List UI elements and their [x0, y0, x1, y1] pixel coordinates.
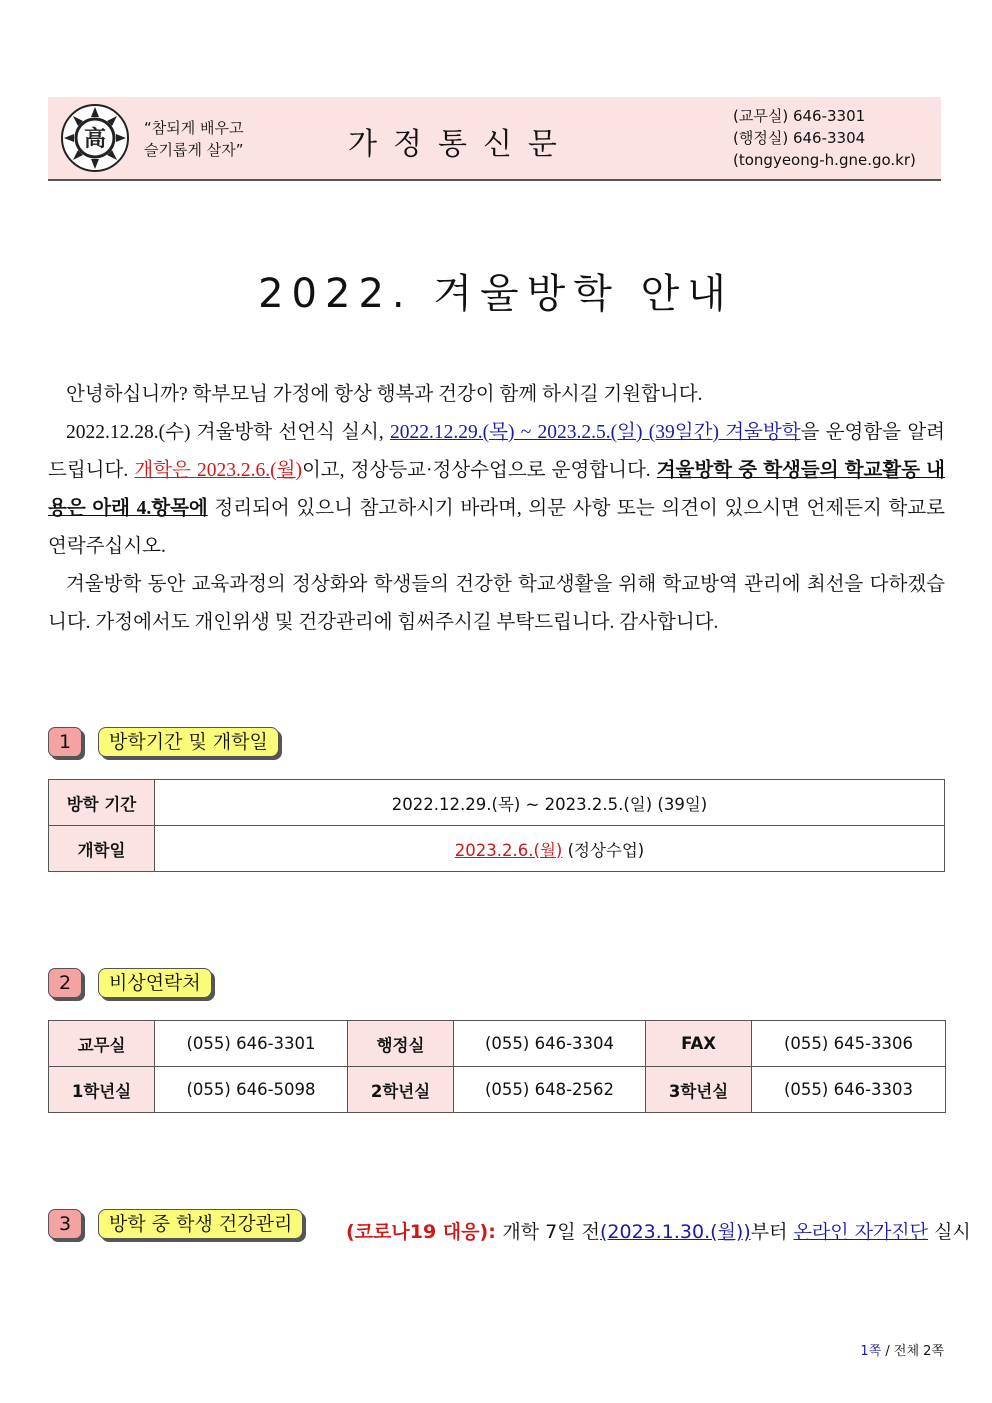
- contact-label: 교무실: [49, 1021, 155, 1067]
- motto-line-2: 슬기롭게 살자”: [144, 141, 244, 159]
- section-number-badge: 1: [48, 727, 82, 757]
- intro-p2-text-c: 을 운영함을 알려드립니다.: [48, 422, 945, 481]
- intro-p2-text-g: 정리되어 있으니 참고하시기 바라며, 의문 사항 또는 의견이 있으시면 언제든지 학교로 연락주십시오.: [48, 498, 946, 557]
- table-label: 개학일: [49, 826, 155, 872]
- emergency-contacts-table: [48, 1020, 946, 1113]
- contact-label: FAX: [646, 1021, 752, 1067]
- table-row: [49, 1021, 946, 1067]
- contact-label: 3학년실: [646, 1067, 752, 1113]
- contact-phone: (055) 646-3303: [752, 1067, 946, 1113]
- online-self-check: 온라인 자가진단: [793, 1221, 929, 1243]
- section-number-badge: 3: [48, 1209, 82, 1239]
- intro-paragraph-3: 겨울방학 동안 교육과정의 정상화와 학생들의 건강한 학교생활을 위해 학교방역 관리에 최선을 다하겠습니다. 가정에서도 개인위생 및 건강관리에 힘써주시길 부탁드립니다. 감사합니다.: [48, 574, 945, 633]
- vacation-period-table: [48, 779, 945, 872]
- contact-phone: (055) 645-3306: [752, 1021, 946, 1067]
- activities-reference-highlight: 겨울방학 중 학생들의 학교활동 내용은 아래 4.항목에: [48, 460, 946, 519]
- contact-label: 1학년실: [49, 1067, 155, 1113]
- emblem-glyph: 高: [83, 126, 107, 152]
- contact-academic-office: (교무실) 646-3301: [733, 107, 866, 125]
- school-emblem-icon: [60, 103, 130, 173]
- section-title: 방학기간 및 개학일: [98, 727, 279, 757]
- table-value: [155, 826, 945, 872]
- intro-p2-text-a: 2022.12.28.(수) 겨울방학 선언식 실시,: [66, 422, 390, 443]
- section-number-badge: 2: [48, 968, 82, 998]
- vacation-period-highlight: 2022.12.29.(목) ~ 2023.2.5.(일) (39일간) 겨울방학: [389, 422, 801, 443]
- self-check-start-date: (2023.1.30.(월)): [600, 1221, 751, 1243]
- note-text-e: 실시: [928, 1221, 971, 1243]
- table-row: [49, 1067, 946, 1113]
- intro-text: [48, 376, 945, 642]
- contact-phone: (055) 646-3301: [155, 1021, 348, 1067]
- contact-label: 행정실: [348, 1021, 454, 1067]
- total-pages: 전체 2쪽: [893, 1344, 944, 1359]
- intro-paragraph-1: 안녕하십니까? 학부모님 가정에 항상 행복과 건강이 함께 하시길 기원합니다.: [66, 384, 703, 405]
- school-contact: [733, 105, 916, 171]
- table-row: [49, 780, 945, 826]
- newsletter-header: [48, 97, 941, 181]
- contact-phone: (055) 648-2562: [454, 1067, 646, 1113]
- intro-p2-text-e: 이고, 정상등교·정상수업으로 운영합니다.: [301, 460, 657, 481]
- school-motto: [144, 117, 243, 161]
- section-title: 방학 중 학생 건강관리: [98, 1209, 303, 1239]
- health-management-note: [346, 1217, 971, 1244]
- contact-phone: (055) 646-5098: [155, 1067, 348, 1113]
- table-value: 2022.12.29.(목) ~ 2023.2.5.(일) (39일): [155, 780, 945, 826]
- page-counter: [860, 1340, 944, 1359]
- school-start-date: 2023.2.6.(월): [454, 840, 563, 860]
- covid-label: (코로나19 대응):: [346, 1221, 503, 1243]
- page-title: 2022. 겨울방학 안내: [258, 271, 734, 317]
- contact-label: 2학년실: [348, 1067, 454, 1113]
- newsletter-title: 가정통신문: [348, 127, 573, 162]
- contact-website: (tongyeong-h.gne.go.kr): [733, 151, 916, 169]
- current-page: 1쪽: [860, 1344, 882, 1359]
- contact-admin-office: (행정실) 646-3304: [733, 129, 866, 147]
- school-start-highlight: 개학은 2023.2.6.(월): [134, 460, 302, 481]
- section-title: 비상연락처: [98, 968, 212, 998]
- table-row: [49, 826, 945, 872]
- motto-line-1: “참되게 배우고: [144, 119, 244, 137]
- note-text-c: 부터: [750, 1221, 794, 1243]
- school-start-note: (정상수업): [562, 840, 645, 860]
- note-text-a: 개학 7일 전: [502, 1221, 600, 1243]
- page-separator: /: [881, 1344, 894, 1359]
- table-label: 방학 기간: [49, 780, 155, 826]
- contact-phone: (055) 646-3304: [454, 1021, 646, 1067]
- intro-paragraph-2: [48, 414, 945, 566]
